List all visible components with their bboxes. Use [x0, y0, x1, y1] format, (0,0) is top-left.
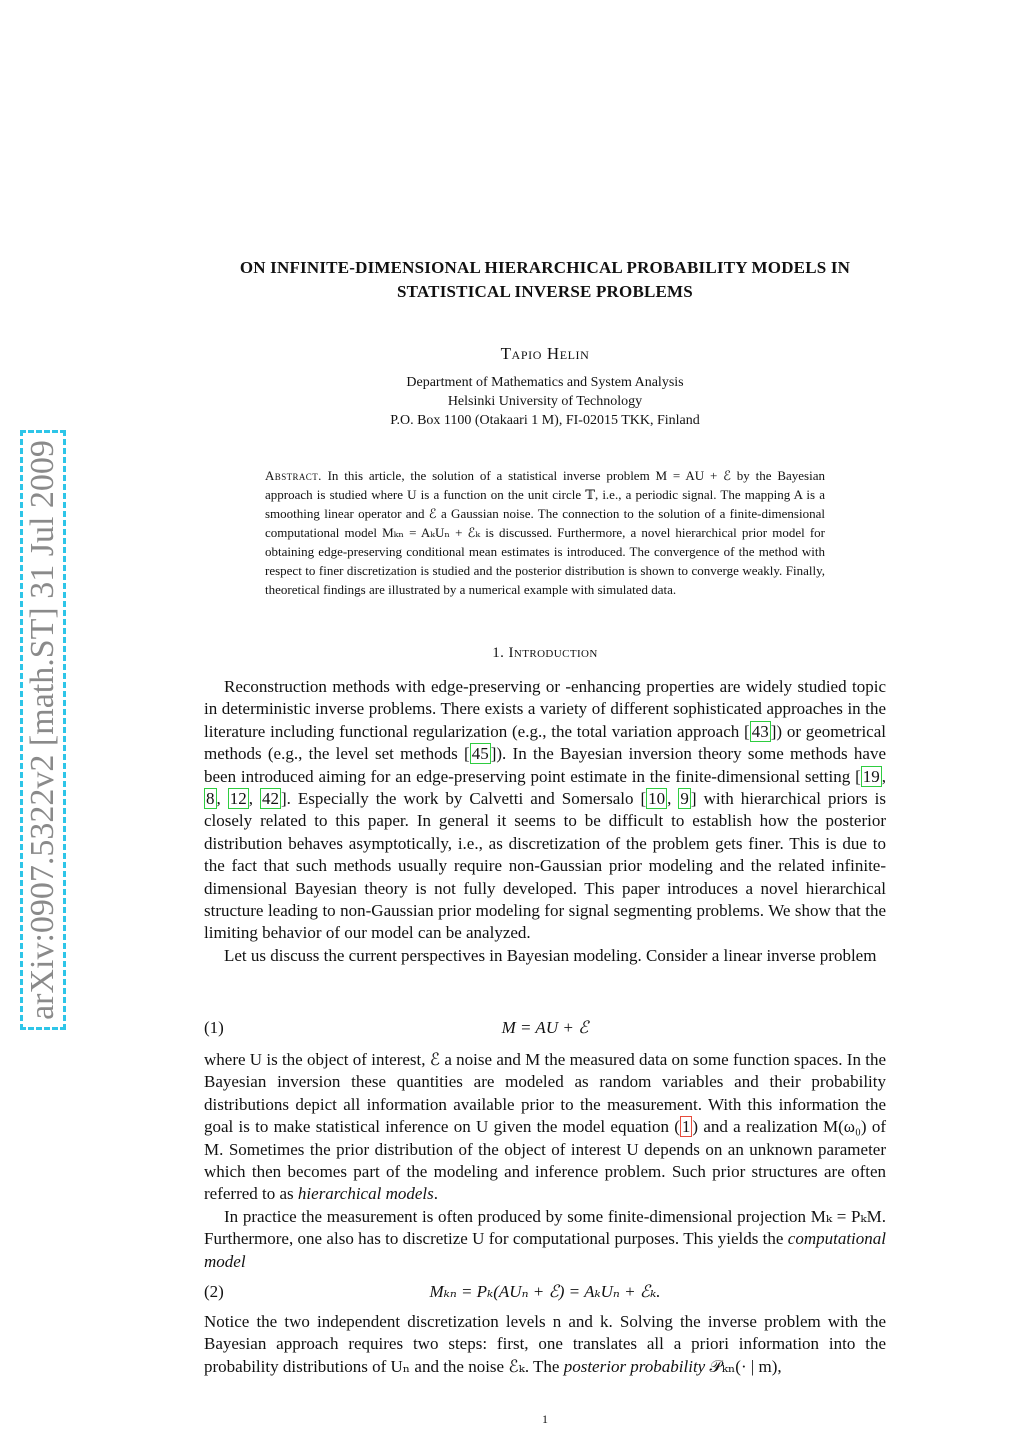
citation-link[interactable]: 45 — [471, 744, 489, 764]
section-heading: 1. Introduction — [492, 645, 598, 661]
citation-link[interactable]: 10 — [648, 789, 666, 809]
equation-1 — [204, 1018, 886, 1040]
intro-paragraph-5: Notice the two independent discretization levels n and k. Solving the inverse problem with the Bayesian approach requires two steps: first, one translates all a priori information into the probability distributions of Uₙ and the noise ℰₖ. The posterior probability 𝒫ₖₙ(· | m), — [204, 1312, 886, 1376]
equation-expression: Mₖₙ = Pₖ(AUₙ + ℰ) = AₖUₙ + ℰₖ. — [429, 1282, 661, 1301]
equation-number: (1) — [204, 1018, 224, 1037]
affiliation — [150, 373, 940, 430]
title-line-1: ON INFINITE-DIMENSIONAL HIERARCHICAL PROBABILITY MODELS IN — [239, 258, 851, 277]
intro-paragraph-4: In practice the measurement is often produced by some finite-dimensional projection Mₖ = PₖM. Furthermore, one also has to discretize U for computational purposes. This yields the computational model — [204, 1206, 886, 1271]
citation-link[interactable]: 12 — [229, 789, 247, 809]
equation-reference-link[interactable]: 1 — [681, 1117, 691, 1137]
equation-expression: M = AU + ℰ — [501, 1018, 589, 1037]
equation-number: (2) — [204, 1282, 224, 1301]
intro-paragraph-2: Let us discuss the current perspectives in Bayesian modeling. Consider a linear inverse problem — [224, 945, 877, 965]
author-name: Tapio Helin — [500, 344, 590, 363]
intro-paragraph-1: Reconstruction methods with edge-preserving or -enhancing properties are widely studied topic in deterministic inverse problems. There exists a variety of different sophisticated approaches in the literature including functional regularization (e.g., the total variation approach [ 43 ]) or geometrical methods (e.g., the level set methods [ 45 ]). In the Bayesian inversion theory some methods have been introduced aiming for an edge-preserving point estimate in the finite-dimensional setting [ 19 , 8 , 12 , 42 ]. Especially the work by Calvetti and Somersalo [ 10 , 9 ] with hierarchical priors is closely related to this paper. In general it seems to be difficult to establish how the posterior distribution behaves asymptotically, i.e., as discretization of the problem gets finer. This is due to the fact that such methods usually require non-Gaussian prior modeling and the related infinite-dimensional Bayesian theory is not fully developed. This paper introduces a novel hierarchical structure leading to non-Gaussian prior modeling for signal segmenting problems. We show that the limiting behavior of our model can be analyzed. Let us discuss the current perspectives in Bayesian modeling. Consider a linear inverse problem — [204, 676, 886, 967]
citation-link[interactable]: 9 — [680, 789, 689, 809]
affiliation-department: Department of Mathematics and System Analysis — [406, 375, 684, 390]
abstract-text: In this article, the solution of a statistical inverse problem M = AU + ℰ by the Bayesian approach is studied where U is a function on the unit circle 𝕋, i.e., a periodic signal. The mapping A is a smoothing linear operator and ℰ a Gaussian noise. The connection to the solution of a finite-dimensional computational model Mₖₙ = AₖUₙ + ℰₖ is discussed. Furthermore, a novel hierarchical prior model for obtaining edge-preserving conditional mean estimates is introduced. The convergence of the method with respect to finer discretization is studied and the posterior distribution is shown to converge weakly. Finally, theoretical findings are illustrated by a numerical example with simulated data. — [265, 468, 825, 597]
title-line-2: STATISTICAL INVERSE PROBLEMS — [397, 282, 693, 301]
citation-link[interactable]: 43 — [751, 721, 769, 741]
affiliation-address: P.O. Box 1100 (Otakaari 1 M), FI-02015 TKK, Finland — [390, 413, 700, 428]
abstract-label: Abstract. — [265, 468, 322, 483]
citation-link[interactable]: 8 — [206, 789, 215, 809]
page-number: 1 — [542, 1412, 548, 1426]
arxiv-identifier-stamp: arXiv:0907.5322v2 [math.ST] 31 Jul 2009 — [20, 430, 66, 1030]
abstract — [265, 466, 825, 599]
affiliation-university: Helsinki University of Technology — [447, 394, 643, 409]
citation-link[interactable]: 42 — [262, 789, 279, 809]
intro-paragraph-3: where U is the object of interest, ℰ a noise and M the measured data on some function spaces. In the Bayesian inversion these quantities are modeled as random variables and their probability distributions depict all information available prior to the measurement. With this information the goal is to make statistical inference on U given the model equation ( 1 ) and a realization M(ω₀) of M. Sometimes the prior distribution of the object of interest U depends on an unknown parameter which then becomes part of the modeling and inference problem. Such prior structures are often referred to as hierarchical models. In practice the measurement is often produced by some finite-dimensional projection Mₖ = PₖM. Furthermore, one also has to discretize U for computational purposes. This yields the computational model — [204, 1049, 886, 1273]
citation-link[interactable]: 19 — [862, 766, 880, 786]
paper-title — [150, 256, 940, 304]
equation-2 — [204, 1282, 886, 1304]
